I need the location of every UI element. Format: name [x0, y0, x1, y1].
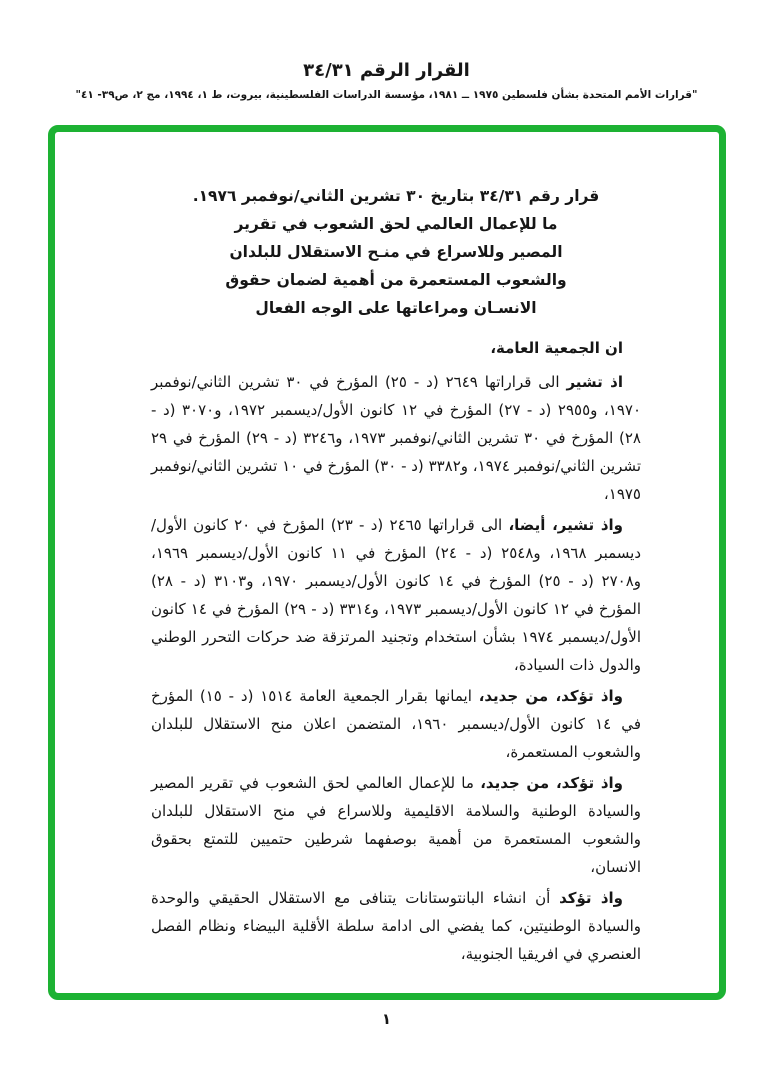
paragraph-text: الى قراراتها ٢٤٦٥ (د - ٢٣) المؤرخ في ٢٠ كانون الأول/ديسمبر ١٩٦٨، و٢٥٤٨ (د - ٢٤) المؤرخ في ١١ كانون الأول/ديسمبر ١٩٦٩، و٢٧٠٨ (د - ٢٥) المؤرخ في ١٤ كانون الأول/ديسمبر ١٩٧٠، و٣١٠٣ (د - ٢٨) المؤرخ في ١٢ كانون الأول/ديسمبر ١٩٧٣، و٣٣١٤ (د - ٢٩) المؤرخ في ١٤ كانون الأول/ديسمبر ١٩٧٤ بشأن استخدام وتجنيد المرتزقة ضد حركات التحرر الوطني والدول ذات السيادة،	[151, 516, 642, 674]
preamble-paragraph-4	[151, 769, 641, 881]
title-line-4: والشعوب المستعمرة من أهمية لضمان حقوق	[225, 271, 567, 289]
paragraph-text: ما للإعمال العالمي لحق الشعوب في تقرير المصير والسيادة الوطنية والسلامة الاقليمية وللاسراع في منح الاستقلال للبلدان والشعوب المستعمرة من أهمية بوصفهما شرطين حتميين للتمتع بحقوق الانسان،	[151, 774, 641, 876]
paragraph-text: ايمانها بقرار الجمعية العامة ١٥١٤ (د - ١٥) المؤرخ في ١٤ كانون الأول/ديسمبر ١٩٦٠، المتضمن اعلان منح الاستقلال للبلدان والشعوب المستعمرة،	[151, 687, 641, 761]
title-line-5: الانسـان ومراعاتها على الوجه الفعال	[255, 299, 537, 317]
resolution-title-block	[151, 182, 641, 322]
resolution-number-heading: القرار الرقم ٣٤/٣١	[303, 60, 470, 81]
page-number: ١	[381, 1010, 392, 1028]
paragraph-lead: واذ تؤكد، من جديد،	[480, 774, 623, 792]
paragraph-lead: واذ تشير، أيضا،	[508, 516, 624, 534]
paragraph-lead: اذ تشير	[566, 373, 623, 391]
source-citation: "قرارات الأمم المتحدة بشأن فلسطين ١٩٧٥ ــ ١٩٨١، مؤسسة الدراسات الفلسطينية، بيروت، ط ١، ١٩٩٤، مج ٢، ص٣٩- ٤١"	[75, 89, 698, 101]
resolution-document	[55, 132, 719, 968]
title-line-2: ما للإعمال العالمي لحق الشعوب في تقرير	[234, 215, 558, 233]
preamble-paragraph-3	[151, 682, 641, 766]
paragraph-text: الى قراراتها ٢٦٤٩ (د - ٢٥) المؤرخ في ٣٠ تشرين الثاني/نوفمبر ١٩٧٠، و٢٩٥٥ (د - ٢٧) المؤرخ في ١٢ كانون الأول/ديسمبر ١٩٧٢، و٣٠٧٠ (د - ٢٨) المؤرخ في ٣٠ تشرين الثاني/نوفمبر ١٩٧٣، و٣٢٤٦ (د - ٢٩) المؤرخ في ٢٩ تشرين الثاني/نوفمبر ١٩٧٤، و٣٣٨٢ (د - ٣٠) المؤرخ في ١٠ تشرين الثاني/نوفمبر ١٩٧٥،	[151, 373, 642, 503]
paragraph-lead: واذ تؤكد	[559, 889, 624, 907]
title-line-3: المصير وللاسراع في منـح الاستقلال للبلدان	[229, 243, 563, 261]
green-highlight-border	[48, 125, 726, 1000]
paragraph-lead: واذ تؤكد، من جديد،	[478, 687, 623, 705]
preamble-paragraph-5	[151, 884, 641, 968]
page-header	[0, 60, 773, 101]
title-line-1: قرار رقم ٣٤/٣١ بتاريخ ٣٠ تشرين الثاني/نوفمبر ١٩٧٦.	[192, 187, 600, 205]
salutation: ان الجمعية العامة،	[490, 339, 623, 357]
preamble-paragraph-2	[151, 511, 641, 679]
preamble-paragraph-1	[151, 368, 641, 508]
paragraph-text: أن انشاء البانتوستانات يتنافى مع الاستقلال الحقيقي والوحدة والسيادة الوطنيتين، كما يفضي الى ادامة سلطة الأقلية البيضاء ونظام الفصل العنصري في افريقيا الجنوبية،	[151, 889, 641, 963]
